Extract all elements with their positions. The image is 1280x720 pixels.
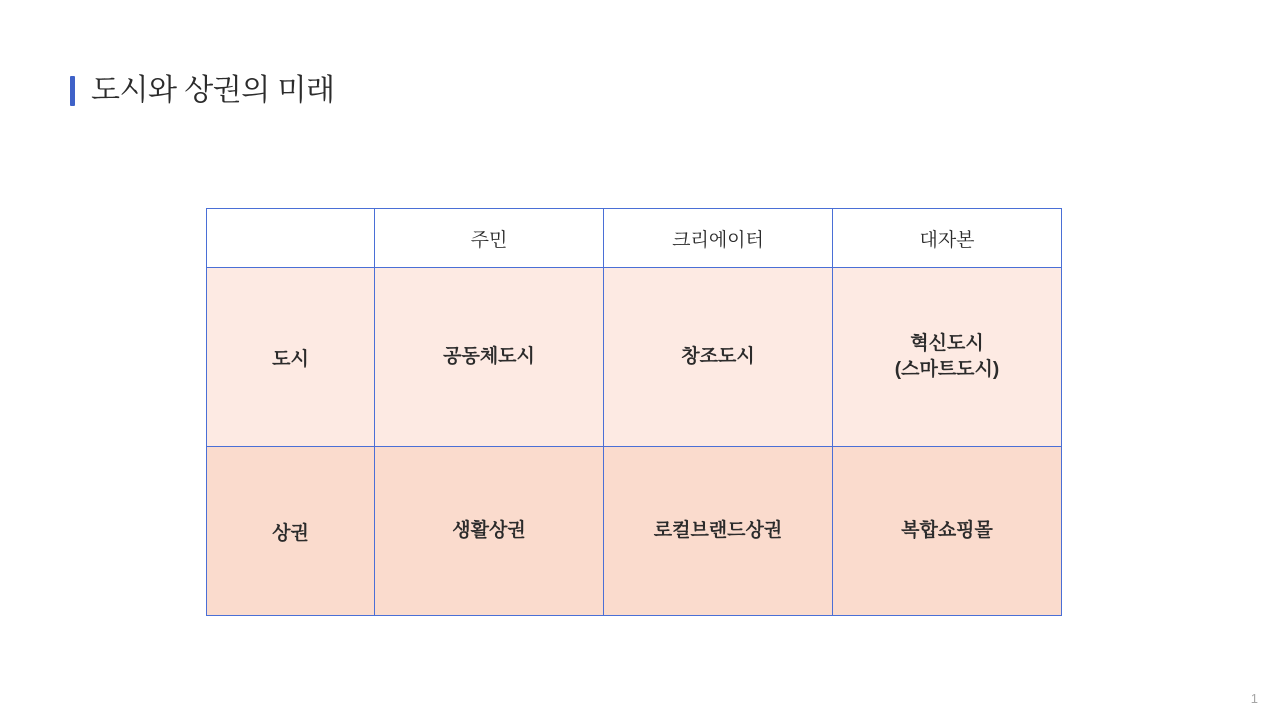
table-row (207, 268, 1062, 447)
table-header-cell-capital: 대자본 (833, 209, 1062, 268)
cell-line-1: 창조도시 (681, 346, 755, 368)
table-corner-cell (207, 209, 375, 268)
table-cell-city-resident (375, 268, 604, 447)
title-text: 도시와 상권의 미래 (91, 74, 335, 107)
page-title (70, 76, 335, 106)
cell-line-1: 공동체도시 (443, 346, 535, 368)
page-number: 1 (1250, 691, 1258, 706)
table-cell-city-creator (604, 268, 833, 447)
table-cell-city-capital (833, 268, 1062, 447)
table-header-cell-resident: 주민 (375, 209, 604, 268)
table-row-label-market: 상권 (207, 447, 375, 616)
table-row (207, 447, 1062, 616)
cell-line-1: 복합쇼핑몰 (901, 520, 993, 542)
cell-line-1: 생활상권 (452, 520, 526, 542)
table-header-row (207, 209, 1062, 268)
cell-line-1: 혁신도시 (910, 333, 984, 355)
table-cell-market-creator (604, 447, 833, 616)
table-cell-market-capital (833, 447, 1062, 616)
table-cell-market-resident (375, 447, 604, 616)
table-header-cell-creator: 크리에이터 (604, 209, 833, 268)
matrix-table (206, 208, 1062, 616)
table-row-label-city: 도시 (207, 268, 375, 447)
cell-line-2: (스마트도시) (894, 359, 1000, 380)
title-accent-bar (70, 76, 75, 106)
cell-line-1: 로컬브랜드상권 (653, 520, 783, 542)
